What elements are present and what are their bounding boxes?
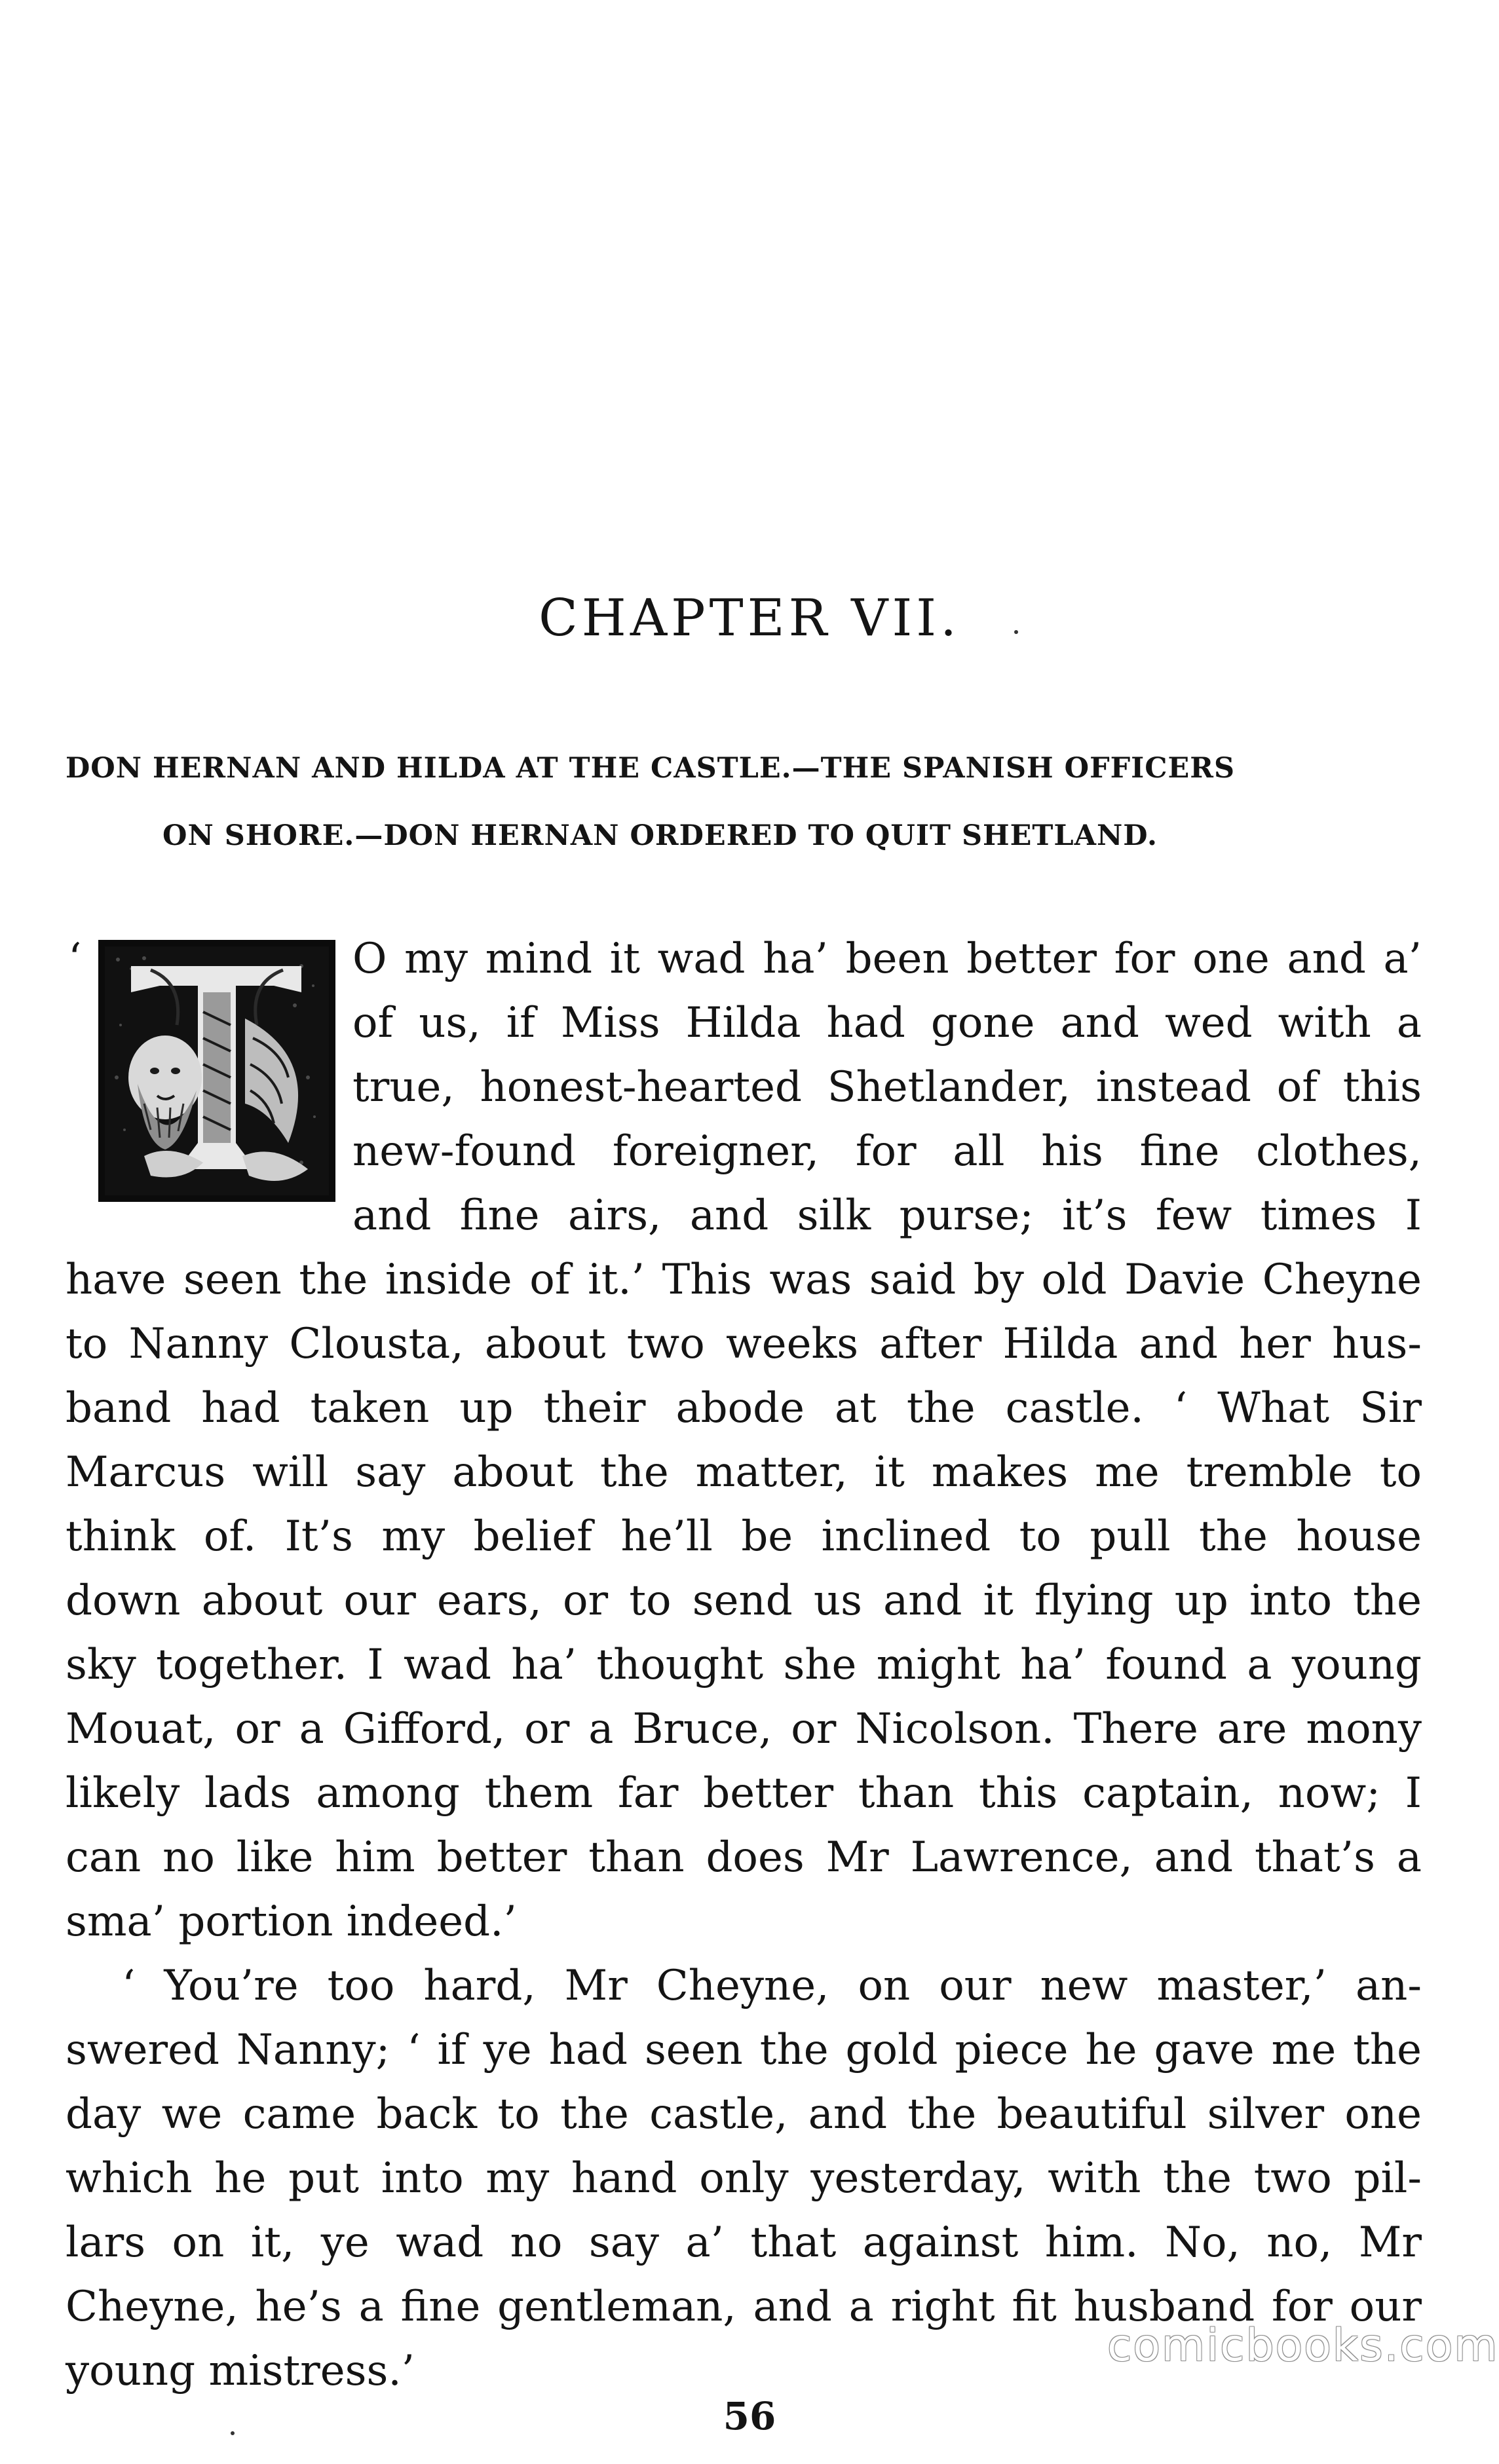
text-line: down about our ears, or to send us and it flying up into the (66, 1577, 1422, 1625)
text-line: young mistress.’ (66, 2347, 415, 2395)
watermark: comicbooks.com (1107, 2320, 1499, 2372)
text-line: of us, if Miss Hilda had gone and wed with a (352, 999, 1422, 1047)
chapter-title: CHAPTER VII. (539, 589, 960, 648)
text-line: have seen the inside of it.’ This was said by old Davie Cheyne (66, 1256, 1422, 1304)
text-line: ‘ You’re too hard, Mr Cheyne, on our new master,’ an- (122, 1962, 1422, 2010)
page-number: 56 (723, 2394, 776, 2438)
text-line: band had taken up their abode at the castle. ‘ What Sir (66, 1384, 1422, 1432)
text-line: true, honest-hearted Shetlander, instead of this (352, 1063, 1422, 1111)
text-line: Mouat, or a Gifford, or a Bruce, or Nicolson. There are mony (66, 1705, 1422, 1753)
text-line: think of. It’s my belief he’ll be inclined to pull the house (66, 1512, 1422, 1561)
chapter-summary-line-2: ON SHORE.—DON HERNAN ORDERED TO QUIT SHETLAND. (162, 819, 1158, 852)
text-line: new-found foreigner, for all his fine clothes, (352, 1127, 1422, 1176)
illuminated-drop-cap-t (98, 940, 335, 1202)
text-line: likely lads among them far better than this captain, now; I (66, 1769, 1422, 1818)
text-line: O my mind it wad ha’ been better for one and a’ (352, 935, 1422, 983)
text-line: swered Nanny; ‘ if ye had seen the gold piece he gave me the (66, 2026, 1422, 2074)
opening-quote: ‘ (68, 935, 82, 983)
text-line: lars on it, ye wad no say a’ that against him. No, no, Mr (66, 2218, 1422, 2267)
stray-mark (1014, 630, 1018, 634)
text-line: and fine airs, and silk purse; it’s few times I (352, 1191, 1422, 1240)
text-line: sky together. I wad ha’ thought she might ha’ found a young (66, 1641, 1422, 1689)
chapter-summary-line-1: DON HERNAN AND HILDA AT THE CASTLE.—THE SPANISH OFFICERS (66, 752, 1236, 785)
drop-cap-illustration (105, 946, 329, 1195)
stray-mark (231, 2431, 235, 2435)
text-line: to Nanny Clousta, about two weeks after Hilda and her hus- (66, 1320, 1422, 1368)
text-line: sma’ portion indeed.’ (66, 1897, 517, 1946)
text-line: Cheyne, he’s a fine gentleman, and a right fit husband for our (66, 2283, 1422, 2331)
text-line: day we came back to the castle, and the beautiful silver one (66, 2090, 1422, 2138)
text-line: can no like him better than does Mr Lawrence, and that’s a (66, 1833, 1422, 1882)
text-line: which he put into my hand only yesterday, with the two pil- (66, 2154, 1422, 2203)
text-line: Marcus will say about the matter, it makes me tremble to (66, 1448, 1422, 1497)
